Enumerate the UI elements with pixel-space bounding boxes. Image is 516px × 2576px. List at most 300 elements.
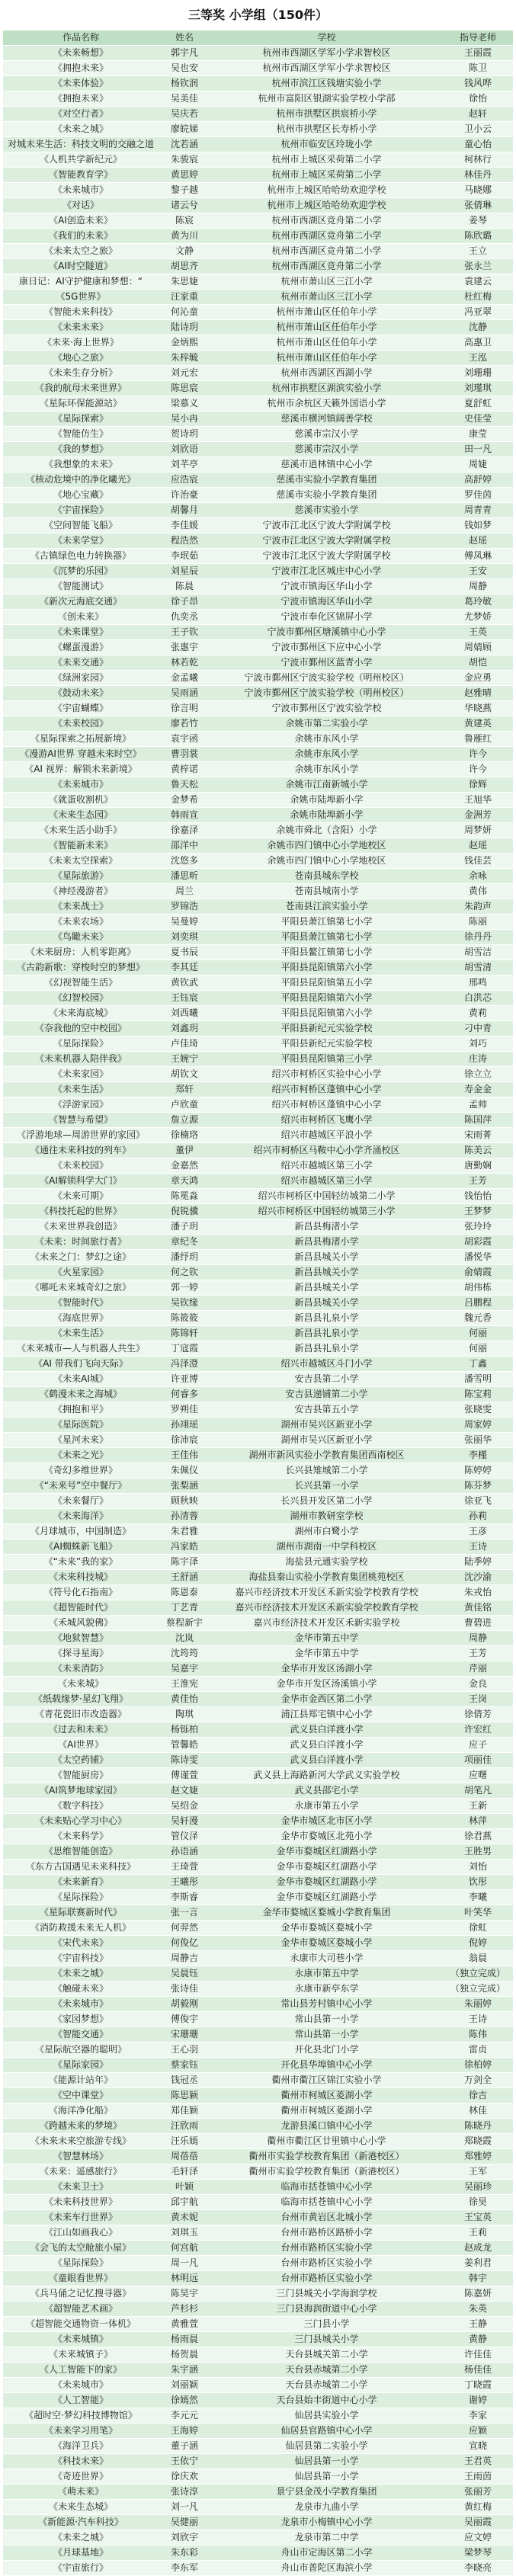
table-row [3, 991, 513, 1006]
student-name-cell: 金孟曦 [159, 671, 210, 686]
work-cell: 《未来机器人陪伴我》 [3, 1052, 159, 1067]
teacher-cell: 王君英 [443, 2454, 513, 2469]
teacher-cell: 邢鸣 [443, 976, 513, 991]
teacher-cell: 王胜男 [443, 1844, 513, 1860]
table-row [3, 335, 513, 351]
table-row [3, 1418, 513, 1433]
work-cell: 《未来可期》 [3, 1189, 159, 1204]
student-name-cell: 王曦彤 [159, 1875, 210, 1890]
work-cell: 《未来城市》 [3, 777, 159, 793]
table-row [3, 2286, 513, 2302]
work-cell: 《未来科技城》 [3, 1570, 159, 1585]
teacher-cell: 张倩琳 [443, 198, 513, 213]
table-row [3, 1036, 513, 1052]
work-cell: 《未来之门：梦幻之途》 [3, 1250, 159, 1265]
table-row [3, 198, 513, 213]
table-row [3, 488, 513, 503]
work-cell: 《未来城市》 [3, 1997, 159, 2012]
teacher-cell: 王旭华 [443, 793, 513, 808]
table-row [3, 1235, 513, 1250]
student-name-cell: 王海婷 [159, 2424, 210, 2439]
teacher-cell: 潘悦华 [443, 1250, 513, 1265]
teacher-cell: 朱英 [443, 2302, 513, 2317]
teacher-cell: 陈卫 [443, 61, 513, 76]
school-cell: 杭州市上城区采荷第二小学 [210, 152, 443, 168]
school-cell: 金华市开发区汤湖小学 [210, 1661, 443, 1677]
student-name-cell: 郑佳颖 [159, 2103, 210, 2119]
school-cell: 永康市大司巷小学 [210, 1951, 443, 1966]
student-name-cell: 吴也安 [159, 61, 210, 76]
student-name-cell: 仇奕丞 [159, 610, 210, 625]
table-row [3, 2119, 513, 2134]
work-cell: 《超时空·梦幻科技博物馆》 [3, 2408, 159, 2424]
school-cell: 宁波市奉化区锦屏小学 [210, 610, 443, 625]
school-cell: 新昌县城关小学 [210, 1296, 443, 1311]
teacher-cell: 陈欣璐 [443, 229, 513, 244]
work-cell: 《智能交通》 [3, 2027, 159, 2043]
school-cell: 慈溪市实验小学教育集团 [210, 473, 443, 488]
table-row [3, 1966, 513, 1982]
school-cell: 余姚市舜北（含阳）小学 [210, 823, 443, 838]
teacher-cell: 徐君燕 [443, 1829, 513, 1844]
school-cell: 长兴县雉城第二小学 [210, 1463, 443, 1479]
work-cell: 《未来城市》 [3, 2378, 159, 2393]
student-name-cell: 卢欣童 [159, 1097, 210, 1113]
student-name-cell: 诸云兮 [159, 198, 210, 213]
work-cell: 《符号化石指南》 [3, 1585, 159, 1600]
table-row [3, 1524, 513, 1540]
teacher-cell: 吕鹏程 [443, 1296, 513, 1311]
teacher-cell: 潘雪明 [443, 1372, 513, 1387]
work-cell: 《AI 带我们飞向天际》 [3, 1357, 159, 1372]
teacher-cell: 胡笔凡 [443, 1783, 513, 1799]
work-cell: 《AI世界》 [3, 1738, 159, 1753]
teacher-cell: 周静 [443, 1631, 513, 1646]
teacher-cell: 李晓亮 [443, 2561, 513, 2576]
table-row [3, 442, 513, 457]
student-name-cell: 管馨皓 [159, 1738, 210, 1753]
student-name-cell: 王依宁 [159, 2454, 210, 2469]
student-name-cell: 李佳媛 [159, 518, 210, 533]
teacher-cell: 黄佳铭 [443, 1600, 513, 1616]
work-cell: 《智能教育学》 [3, 168, 159, 183]
table-row [3, 213, 513, 229]
work-cell: 《空间智能飞船》 [3, 518, 159, 533]
student-name-cell: 王琦萱 [159, 1860, 210, 1875]
table-row [3, 2408, 513, 2424]
table-row [3, 274, 513, 290]
work-cell: 《鹤漫未来之海城》 [3, 1387, 159, 1402]
teacher-cell: 周婕 [443, 457, 513, 473]
student-name-cell: 潘子玥 [159, 1219, 210, 1235]
work-cell: 《未来生存分析》 [3, 366, 159, 381]
school-cell: 永康市第五小学 [210, 1799, 443, 1814]
teacher-cell: 徐立立 [443, 1067, 513, 1082]
work-cell: 《AI解锁科学大门》 [3, 1174, 159, 1189]
student-name-cell: 顾秋映 [159, 1494, 210, 1509]
work-cell: 《萌未来》 [3, 2485, 159, 2500]
work-cell: 《未来世界我创造》 [3, 1219, 159, 1235]
table-row [3, 1341, 513, 1357]
school-cell: 余姚市东风小学 [210, 747, 443, 762]
school-cell: 台州市路桥区实验小学 [210, 2271, 443, 2286]
table-row [3, 1402, 513, 1418]
school-cell: 宁波市鄞州区宁波实验学校（明州校区） [210, 686, 443, 701]
student-name-cell: 周兰 [159, 884, 210, 899]
teacher-cell: 许宏红 [443, 1722, 513, 1738]
school-cell: 苍南县城南小学 [210, 884, 443, 899]
table-row [3, 2073, 513, 2088]
school-cell: 衢州市衢江区锦江实验小学 [210, 2073, 443, 2088]
teacher-cell: 陆季婷 [443, 1555, 513, 1570]
school-cell: 杭州市拱墅区拱宸桥小学 [210, 107, 443, 122]
school-cell: 宁波市镇海区华山小学 [210, 579, 443, 594]
student-name-cell: 吴绍金 [159, 1799, 210, 1814]
school-cell: 湖州市白鹭小学 [210, 1524, 443, 1540]
student-name-cell: 何之钦 [159, 1265, 210, 1280]
student-name-cell: 沈若涵 [159, 137, 210, 152]
student-name-cell: 朱梓毓 [159, 351, 210, 366]
student-name-cell: 毛轩泽 [159, 2164, 210, 2180]
table-row [3, 91, 513, 107]
work-cell: 《哪吒未来城奇幻之旅》 [3, 1280, 159, 1296]
work-cell: 《兵马俑之记忆搜寻器》 [3, 2286, 159, 2302]
table-row [3, 1768, 513, 1783]
school-cell: 余姚市四门镇中心小学地校区 [210, 854, 443, 869]
school-cell: 嘉兴市经济技术开发区禾新实验学校 [210, 1616, 443, 1631]
school-cell: 绍兴市越城区第三小学 [210, 1158, 443, 1174]
work-cell: 《家园梦想》 [3, 2012, 159, 2027]
work-cell: 《星际旅游》 [3, 869, 159, 884]
table-row [3, 1783, 513, 1799]
student-name-cell: 章纪冬 [159, 1235, 210, 1250]
table-row [3, 2256, 513, 2271]
table-row [3, 1829, 513, 1844]
school-cell: 天台县始丰街道中心小学 [210, 2393, 443, 2408]
teacher-cell: 徐亚飞 [443, 1494, 513, 1509]
work-cell: 《会飞的太空舱旅小屋》 [3, 2241, 159, 2256]
student-name-cell: 王心羽 [159, 2043, 210, 2058]
student-name-cell: 黄思婷 [159, 168, 210, 183]
table-row [3, 1372, 513, 1387]
school-cell: 临海市括苍镇中心小学 [210, 2180, 443, 2195]
school-cell: 余姚市陆埠新小学 [210, 808, 443, 823]
table-row [3, 1585, 513, 1600]
work-cell: 《星际探索》 [3, 412, 159, 427]
teacher-cell: 张永兰 [443, 259, 513, 274]
work-cell: 《浮游地球—周游世界的家园》 [3, 1128, 159, 1143]
table-row [3, 2378, 513, 2393]
school-cell: 杭州市西湖区竞舟第二小学 [210, 244, 443, 259]
teacher-cell: 孟帅 [443, 1097, 513, 1113]
table-row [3, 1677, 513, 1692]
student-name-cell: 胡毅刚 [159, 1997, 210, 2012]
student-name-cell: 金炳熙 [159, 335, 210, 351]
table-row [3, 976, 513, 991]
table-row [3, 2439, 513, 2454]
work-cell: 《青花瓷旧市改造器》 [3, 1707, 159, 1722]
student-name-cell: 陈宸 [159, 213, 210, 229]
work-cell: 《月球城市，中国制造》 [3, 1524, 159, 1540]
school-cell: 海盐县元通实验学校 [210, 1555, 443, 1570]
teacher-cell: 刘瑾琪 [443, 381, 513, 396]
table-row [3, 2485, 513, 2500]
teacher-cell: 翁晨 [443, 1951, 513, 1966]
table-row [3, 137, 513, 152]
school-cell: 宁波市镇海区华山小学 [210, 594, 443, 610]
teacher-cell: 陈丽 [443, 915, 513, 930]
teacher-cell: 沈沙渝 [443, 1570, 513, 1585]
table-row [3, 2561, 513, 2576]
student-name-cell: 周静吉 [159, 1951, 210, 1966]
student-name-cell: 叶颖 [159, 2180, 210, 2195]
work-cell: 《超智能交通物资一体机》 [3, 2317, 159, 2332]
school-cell: 新昌县梅渚小学 [210, 1219, 443, 1235]
table-row [3, 2134, 513, 2149]
school-cell: 金华市金西区第二小学 [210, 1692, 443, 1707]
teacher-cell: 俞婧霞 [443, 1265, 513, 1280]
student-name-cell: 黄未妮 [159, 2210, 210, 2225]
school-cell: 金华市第五中学 [210, 1631, 443, 1646]
table-row [3, 2271, 513, 2286]
teacher-cell: （独立完成） [443, 1966, 513, 1982]
student-name-cell: 梁慕义 [159, 396, 210, 412]
school-cell: 金华市婺城区红湖路小学 [210, 1860, 443, 1875]
student-name-cell: 章天鸿 [159, 1174, 210, 1189]
student-name-cell: 芦杉杉 [159, 2302, 210, 2317]
work-cell: 《触碰未来》 [3, 1982, 159, 1997]
header-school: 学校 [210, 30, 443, 46]
teacher-cell: 王立 [443, 244, 513, 259]
work-cell: 《浮游家园》 [3, 1097, 159, 1113]
work-cell: 《消防救援未来无人机》 [3, 1921, 159, 1936]
work-cell: 《火星家园》 [3, 1265, 159, 1280]
teacher-cell: 应曙 [443, 1768, 513, 1783]
student-name-cell: 金梦希 [159, 793, 210, 808]
school-cell: 苍南县城东学校 [210, 869, 443, 884]
school-cell: 嘉兴市经济技术开发区禾新实验学校教育学校 [210, 1600, 443, 1616]
teacher-cell: 王泓 [443, 351, 513, 366]
school-cell: 衢州市柯城区菱湖小学 [210, 2088, 443, 2103]
school-cell: 杭州市上城区采荷第二小学 [210, 168, 443, 183]
school-cell: 常山县芳村镇中心小学 [210, 1997, 443, 2012]
school-cell: 宁波市江北区城庄中心小学 [210, 564, 443, 579]
table-row [3, 1280, 513, 1296]
work-cell: 《智能仿生》 [3, 427, 159, 442]
student-name-cell: 刘星辰 [159, 564, 210, 579]
teacher-cell: 赵雅晴 [443, 686, 513, 701]
work-cell: 《未来生活》 [3, 1326, 159, 1341]
teacher-cell: 寿金金 [443, 1082, 513, 1097]
work-cell: 《童眼看世界》 [3, 2271, 159, 2286]
school-cell: 仙居县第二实验小学 [210, 2439, 443, 2454]
teacher-cell: 韩宇 [443, 2271, 513, 2286]
student-name-cell: 汪欣雨 [159, 2119, 210, 2134]
work-cell: 《未来卫士》 [3, 2180, 159, 2195]
table-row [3, 640, 513, 655]
table-row [3, 869, 513, 884]
table-row [3, 1494, 513, 1509]
teacher-cell: 徐怡 [443, 91, 513, 107]
table-row [3, 1219, 513, 1235]
teacher-cell: 周婧顾 [443, 640, 513, 655]
teacher-cell: 王丽霞 [443, 46, 513, 61]
table-row [3, 427, 513, 442]
student-name-cell: 陶琪 [159, 1707, 210, 1722]
teacher-cell: 罗佳茵 [443, 488, 513, 503]
student-name-cell: 钱冠丞 [159, 2073, 210, 2088]
table-row [3, 1311, 513, 1326]
school-cell: 慈溪市宗汉小学 [210, 442, 443, 457]
work-cell: 《未来太空之旅》 [3, 244, 159, 259]
school-cell: 天台县赤城第二小学 [210, 2363, 443, 2378]
table-row [3, 2058, 513, 2073]
work-cell: 《未来·海上世界》 [3, 335, 159, 351]
teacher-cell: 沈静 [443, 320, 513, 335]
student-name-cell: 朱思婕 [159, 274, 210, 290]
student-name-cell: 陈晨 [159, 579, 210, 594]
work-cell: 《未来畅想》 [3, 46, 159, 61]
table-row [3, 2347, 513, 2363]
table-row [3, 1951, 513, 1966]
student-name-cell: 吴曼婷 [159, 915, 210, 930]
school-cell: 龙泉市九曲小学 [210, 2500, 443, 2515]
work-cell: 《未来农场》 [3, 915, 159, 930]
school-cell: 武义县邵宅小学 [210, 1783, 443, 1799]
school-cell: 绍兴市柯桥区飞鹰小学 [210, 1113, 443, 1128]
student-name-cell: 陆诗玥 [159, 320, 210, 335]
teacher-cell: 金良 [443, 1677, 513, 1692]
school-cell: 龙泉市小梅镇中心小学 [210, 2515, 443, 2530]
school-cell: 宁波市江北区宁波大学附属学校 [210, 549, 443, 564]
teacher-cell: 徐丹丹 [443, 930, 513, 945]
work-cell: 《新次元海底交通》 [3, 594, 159, 610]
student-name-cell: 林若乾 [159, 655, 210, 671]
teacher-cell: 康莹 [443, 427, 513, 442]
school-cell: 宁波市鄞州区宁波实验学校（明州校区） [210, 671, 443, 686]
work-cell: 《超智能艺术画》 [3, 2302, 159, 2317]
table-row [3, 168, 513, 183]
table-row [3, 1692, 513, 1707]
work-cell: 《未来未来》 [3, 320, 159, 335]
teacher-cell: 徐虹 [443, 1921, 513, 1936]
teacher-cell: 周梦妍 [443, 823, 513, 838]
table-row [3, 808, 513, 823]
work-cell: 《未来未来空旅游专线》 [3, 2134, 159, 2149]
student-name-cell: 杨铄柏 [159, 1722, 210, 1738]
teacher-cell: 胡雪清 [443, 960, 513, 976]
school-cell: 天台县城关第二小学 [210, 2347, 443, 2363]
table-row [3, 594, 513, 610]
table-row [3, 1661, 513, 1677]
student-name-cell: 陈冕淼 [159, 1189, 210, 1204]
teacher-cell: 徐倩芳 [443, 1707, 513, 1722]
work-cell: 《未来课堂》 [3, 625, 159, 640]
table-row [3, 2363, 513, 2378]
work-cell: 《江山如画我心》 [3, 2225, 159, 2241]
work-cell: 《星际探险》 [3, 1890, 159, 1905]
table-row [3, 351, 513, 366]
student-name-cell: 陈锦轩 [159, 1326, 210, 1341]
student-name-cell: 程浩然 [159, 533, 210, 549]
table-row [3, 1570, 513, 1585]
teacher-cell: 王宝英 [443, 2210, 513, 2225]
teacher-cell: 雷贞 [443, 2043, 513, 2058]
teacher-cell: 胡伟栋 [443, 1280, 513, 1296]
table-row [3, 2332, 513, 2347]
school-cell: 慈溪市宗汉小学 [210, 427, 443, 442]
table-row [3, 396, 513, 412]
table-row [3, 884, 513, 899]
teacher-cell: 钱怡怡 [443, 1189, 513, 1204]
teacher-cell: 应子 [443, 1738, 513, 1753]
teacher-cell: 王安 [443, 564, 513, 579]
teacher-cell: 王梦梦 [443, 1204, 513, 1219]
student-name-cell: 袁宇函 [159, 732, 210, 747]
student-name-cell: 周蓓蓓 [159, 2149, 210, 2164]
school-cell: 三门县海润街道中心小学 [210, 2302, 443, 2317]
table-row [3, 320, 513, 335]
school-cell: 宁波市江北区宁波大学附属学校 [210, 518, 443, 533]
student-name-cell: 张梨涵 [159, 1479, 210, 1494]
student-name-cell: 张一言 [159, 1905, 210, 1921]
teacher-cell: 刘珊珊 [443, 366, 513, 381]
teacher-cell: 王静 [443, 2317, 513, 2332]
student-name-cell: 孙清蓉 [159, 1509, 210, 1524]
school-cell: 杭州市萧山区任伯年小学 [210, 305, 443, 320]
school-cell: 长兴县开发区第二小学 [210, 1494, 443, 1509]
student-name-cell: 徐沛宸 [159, 1433, 210, 1448]
work-cell: 《未来城镇》 [3, 2332, 159, 2347]
teacher-cell: 胡雪洁 [443, 945, 513, 960]
school-cell: 金华市婺城区婺城小学教育集团 [210, 1905, 443, 1921]
work-cell: 《星际联赛新时代》 [3, 1905, 159, 1921]
student-name-cell: 徐庆欢 [159, 2469, 210, 2485]
teacher-cell: 鲁雁红 [443, 732, 513, 747]
table-row [3, 259, 513, 274]
student-name-cell: 冯家皓 [159, 1540, 210, 1555]
work-cell: 《神经漫游者》 [3, 884, 159, 899]
work-cell: 《AI蜘蛛新飞船》 [3, 1540, 159, 1555]
table-row [3, 2515, 513, 2530]
teacher-cell: 魏元香 [443, 1311, 513, 1326]
student-name-cell: 徐楠珞 [159, 1128, 210, 1143]
work-cell: 《未来：遥感旅行》 [3, 2164, 159, 2180]
student-name-cell: 吴轩漫 [159, 1814, 210, 1829]
school-cell: 新昌县城关小学 [210, 1250, 443, 1265]
school-cell: 金华市婺城区北苑小学 [210, 1829, 443, 1844]
table-row [3, 1646, 513, 1661]
table-row [3, 823, 513, 838]
school-cell: 常山县第一小学 [210, 2012, 443, 2027]
school-cell: 嘉兴市经济技术开发区禾新实验学校教育学校 [210, 1585, 443, 1600]
student-name-cell: 何睿多 [159, 1387, 210, 1402]
table-body [3, 46, 513, 2576]
teacher-cell: 宋雨菁 [443, 1128, 513, 1143]
school-cell: 台州市路桥区路桥小学 [210, 2225, 443, 2241]
student-name-cell: 胡钦文 [159, 1067, 210, 1082]
work-cell: 《星际医院》 [3, 1418, 159, 1433]
table-row [3, 1052, 513, 1067]
school-cell: 平阳县萧江镇第七小学 [210, 930, 443, 945]
school-cell: 新昌县礼泉小学 [210, 1311, 443, 1326]
teacher-cell: 王英 [443, 625, 513, 640]
work-cell: 《未来交通》 [3, 655, 159, 671]
table-row [3, 2043, 513, 2058]
student-name-cell: 杨雨晨 [159, 2332, 210, 2347]
student-name-cell: 陈思颖 [159, 2088, 210, 2103]
school-cell: 新昌县城关小学 [210, 1265, 443, 1280]
